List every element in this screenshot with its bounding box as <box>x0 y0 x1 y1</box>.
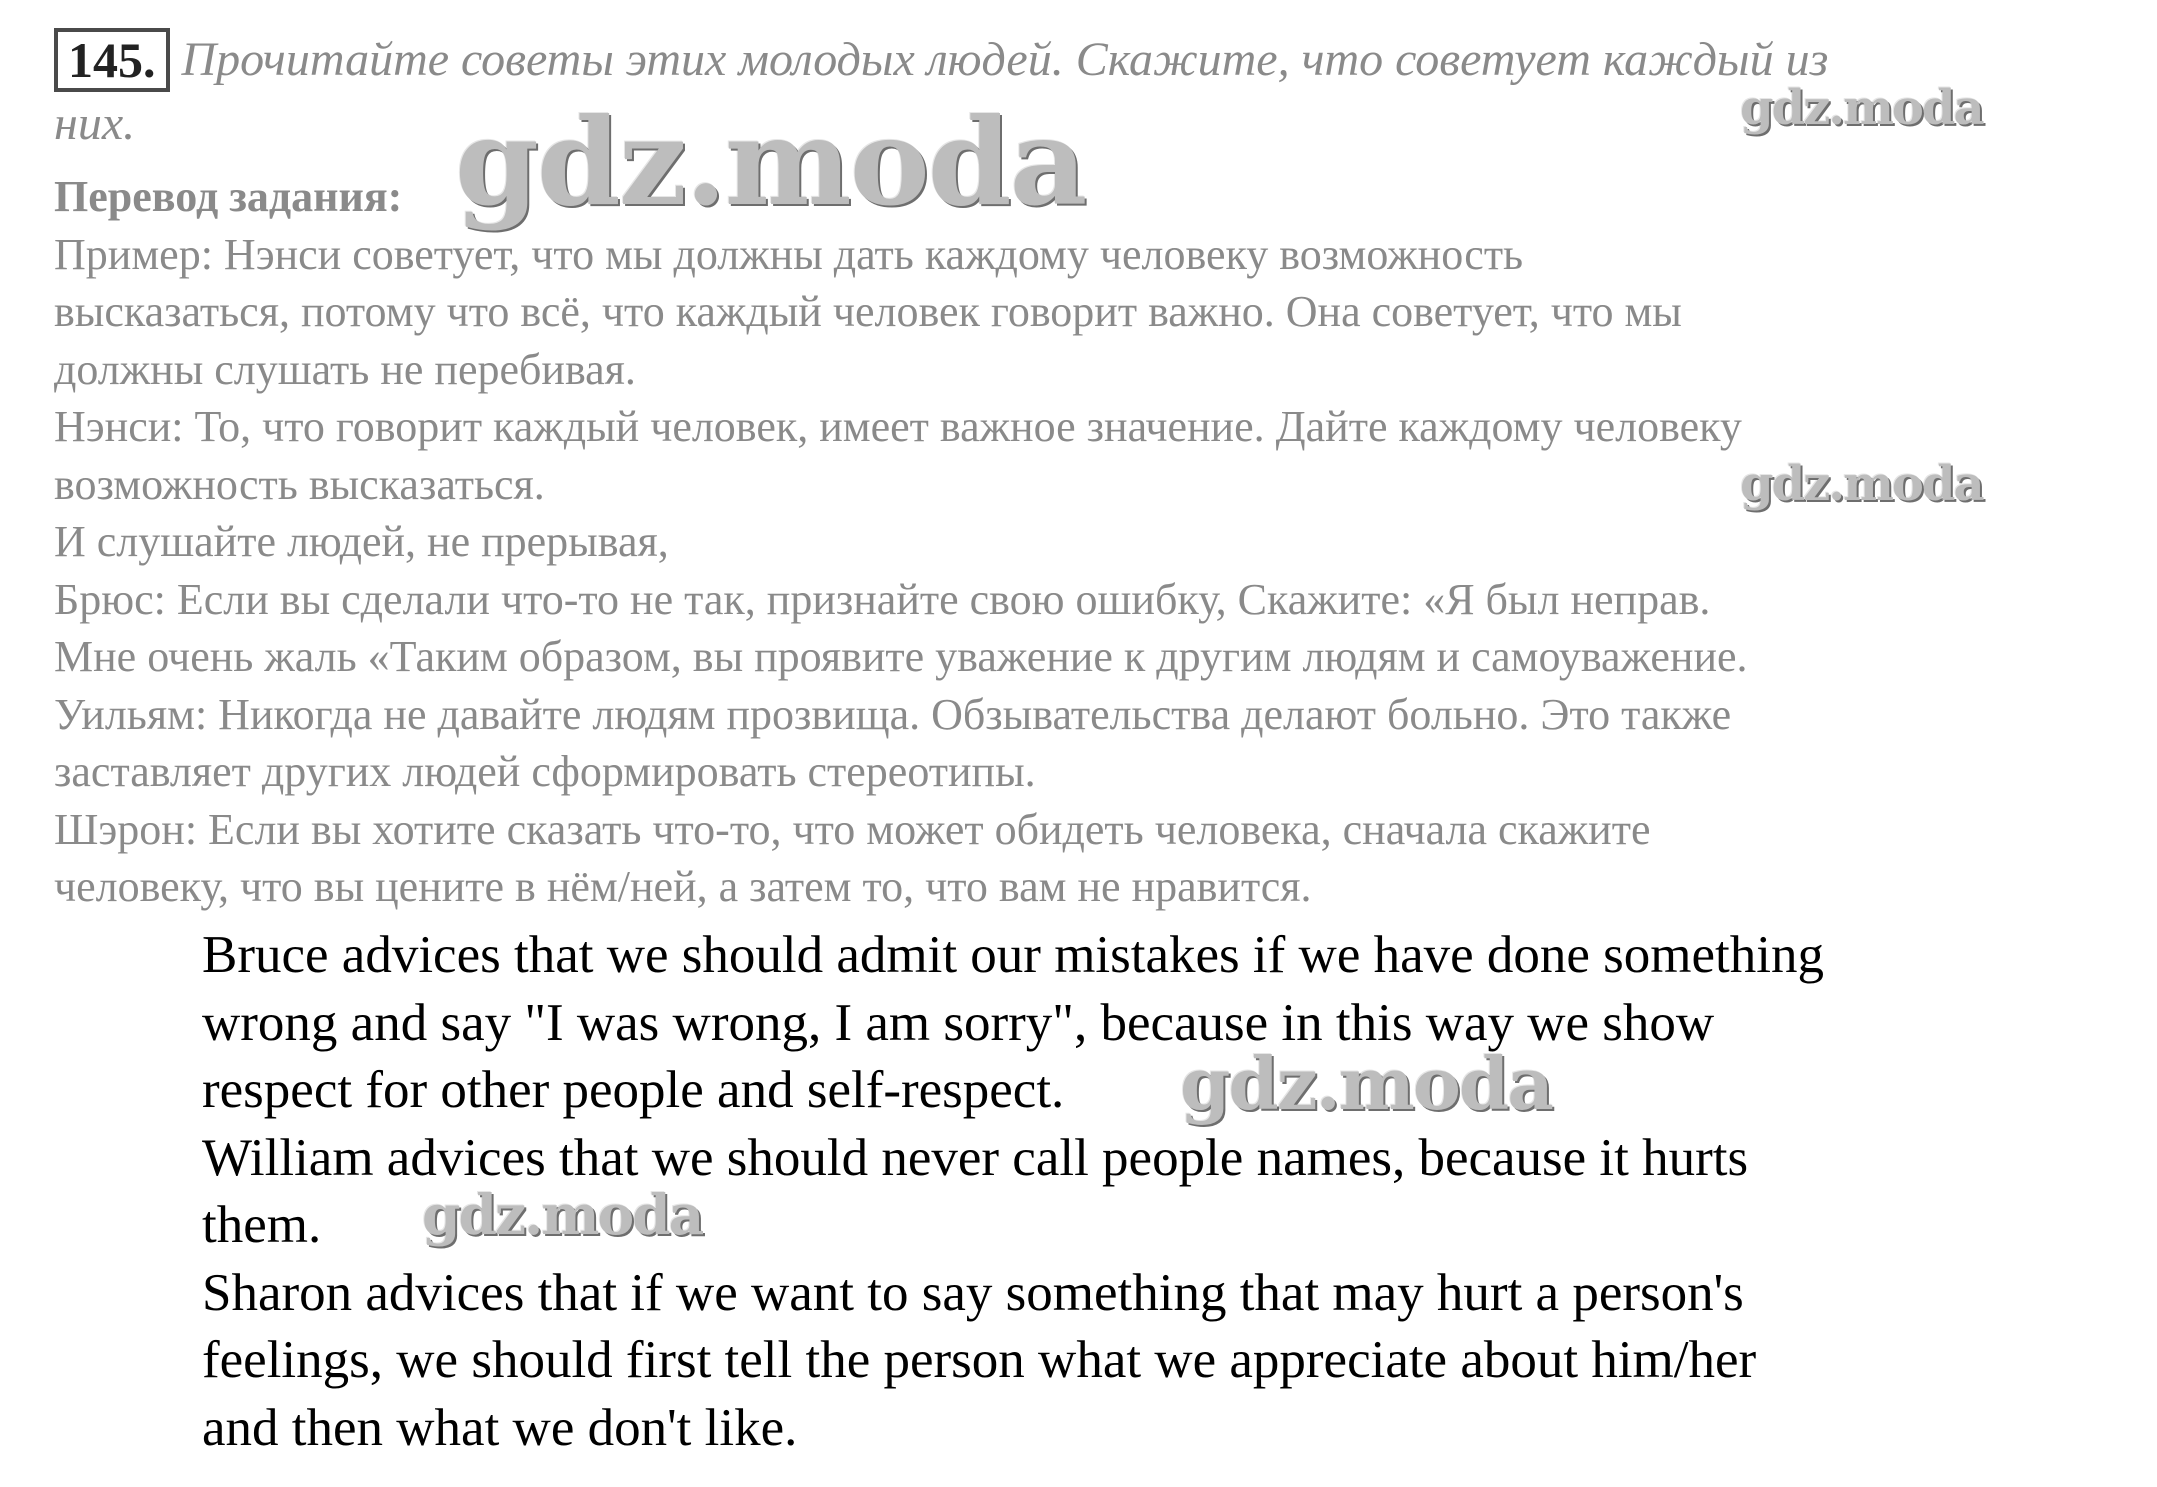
task-instruction-line-2: них. <box>54 97 136 150</box>
answer-line: wrong and say "I was wrong, I am sorry", because in this way we show <box>202 993 1715 1052</box>
answer-line: respect for other people and self-respect. <box>202 1061 1065 1119</box>
translation-line: должны слушать не перебивая. <box>54 344 636 394</box>
translation-line: Шэрон: Если вы хотите сказать что-то, что может обидеть человека, сначала скажите <box>54 804 1651 854</box>
watermark-logo: gdz.moda <box>422 1182 703 1247</box>
task-instruction-line-1: Прочитайте советы этих молодых людей. Скажите, что советует каждый из <box>181 33 1829 86</box>
translation-line: заставляет других людей сформировать стереотипы. <box>54 747 1036 796</box>
translation-block <box>54 168 2034 916</box>
answer-line: William advices that we should never call people names, because it hurts <box>202 1128 1749 1187</box>
watermark-logo: gdz.moda <box>1740 456 1983 512</box>
translation-heading: Перевод задания: <box>54 172 403 221</box>
translation-line: Нэнси: То, что говорит каждый человек, имеет важное значение. Дайте каждому человеку <box>54 402 1742 451</box>
watermark-logo: gdz.moda <box>1180 1041 1552 1126</box>
translation-line: Пример: Нэнси советует, что мы должны дать каждому человеку возможность <box>54 229 1524 279</box>
answer-line: Sharon advices that if we want to say something that may hurt a person's <box>202 1263 1744 1322</box>
translation-line: Брюс: Если вы сделали что-то не так, признайте свою ошибку, Скажите: «Я был неправ. <box>54 574 1711 624</box>
answer-line: them. <box>202 1196 322 1254</box>
translation-line: Мне очень жаль «Таким образом, вы проявите уважение к другим людям и самоуважение. <box>54 632 1748 681</box>
answer-line: Bruce advices that we should admit our mistakes if we have done something <box>202 926 1824 984</box>
answer-line: and then what we don't like. <box>202 1398 798 1457</box>
translation-line: человеку, что вы цените в нём/ней, а затем то, что вам не нравится. <box>54 862 1312 911</box>
translation-line: И слушайте людей, не прерывая, <box>54 517 669 566</box>
translation-line: Уильям: Никогда не давайте людям прозвища. Обзывательства делают больно. Это также <box>54 689 1732 739</box>
translation-line: возможность высказаться. <box>54 459 545 509</box>
watermark-logo: gdz.moda <box>1740 80 1983 136</box>
watermark-logo: gdz.moda <box>455 92 1086 233</box>
translation-line: высказаться, потому что всё, что каждый человек говорит важно. Она советует, что мы <box>54 287 1682 336</box>
task-number: 145. <box>54 28 170 92</box>
answer-line: feelings, we should first tell the person what we appreciate about him/her <box>202 1331 1757 1389</box>
